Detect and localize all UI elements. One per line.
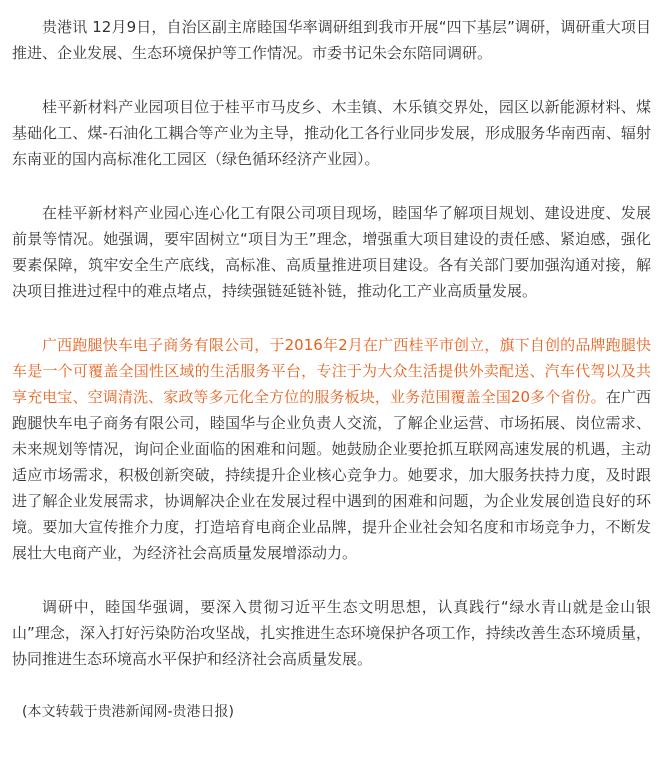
company-visit-text: 在广西跑腿快车电子商务有限公司，睦国华与企业负责人交流，了解企业运营、市场拓展、岗位需求、未来规划等情况，询问企业面临的困难和问题。她鼓励企业要抢抓互联网高速发展的机遇，主动适应市场需求，积极创新突破，持续提升企业核心竞争力。她要求，加大服务扶持力度，及时跟进了解企业发展需求，协调解决企业在发展过程中遇到的困难和问题，为企业发展创造良好的环境。要加大宣传推介力度，打造培育电商企业品牌，提升企业社会知名度和市场竞争力，不断发展壮大电商产业，为经济社会高质量发展增添动力。 <box>12 388 651 562</box>
paragraph-project-site: 在桂平新材料产业园心连心化工有限公司项目现场，睦国华了解项目规划、建设进度、发展前景等情况。她强调，要牢固树立“项目为王”理念，增强重大项目建设的责任感、紧迫感，强化要素保障，筑牢安全生产底线，高标准、高质量推进项目建设。各有关部门要加强沟通对接，解决项目推进过程中的难点堵点，持续强链延链补链，推动化工产业高质量发展。 <box>12 204 651 300</box>
paragraph-industrial-park: 桂平新材料产业园项目位于桂平市马皮乡、木圭镇、木乐镇交界处，园区以新能源材料、煤基础化工、煤-石油化工耦合等产业为主导，推动化工各行业同步发展，形成服务华南西南、辐射东南亚的国内高标准化工园区（绿色循环经济产业园）。 <box>12 98 651 168</box>
paragraph-company-visit <box>12 332 651 566</box>
paragraph-ecology: 调研中，睦国华强调，要深入贯彻习近平生态文明思想，认真践行“绿水青山就是金山银山”理念，深入打好污染防治攻坚战，扎实推进生态环境保护各项工作，持续改善生态环境质量，协同推进生态环境高水平保护和经济社会高质量发展。 <box>12 598 651 668</box>
paragraph-lead: 贵港讯 12月9日，自治区副主席睦国华率调研组到我市开展“四下基层”调研，调研重大项目推进、企业发展、生态环境保护等工作情况。市委书记朱会东陪同调研。 <box>12 18 651 62</box>
source-note: (本文转载于贵港新闻网-贵港日报) <box>22 704 234 720</box>
company-intro-highlight: 广西跑腿快车电子商务有限公司，于2016年2月在广西桂平市创立，旗下自创的品牌跑腿快车是一个可覆盖全国性区域的生活服务平台，专注于为大众生活提供外卖配送、汽车代驾以及共享充电宝、空调清洗、家政等多元化全方位的服务板块，业务范围覆盖全国20多个省份。 <box>12 336 651 406</box>
